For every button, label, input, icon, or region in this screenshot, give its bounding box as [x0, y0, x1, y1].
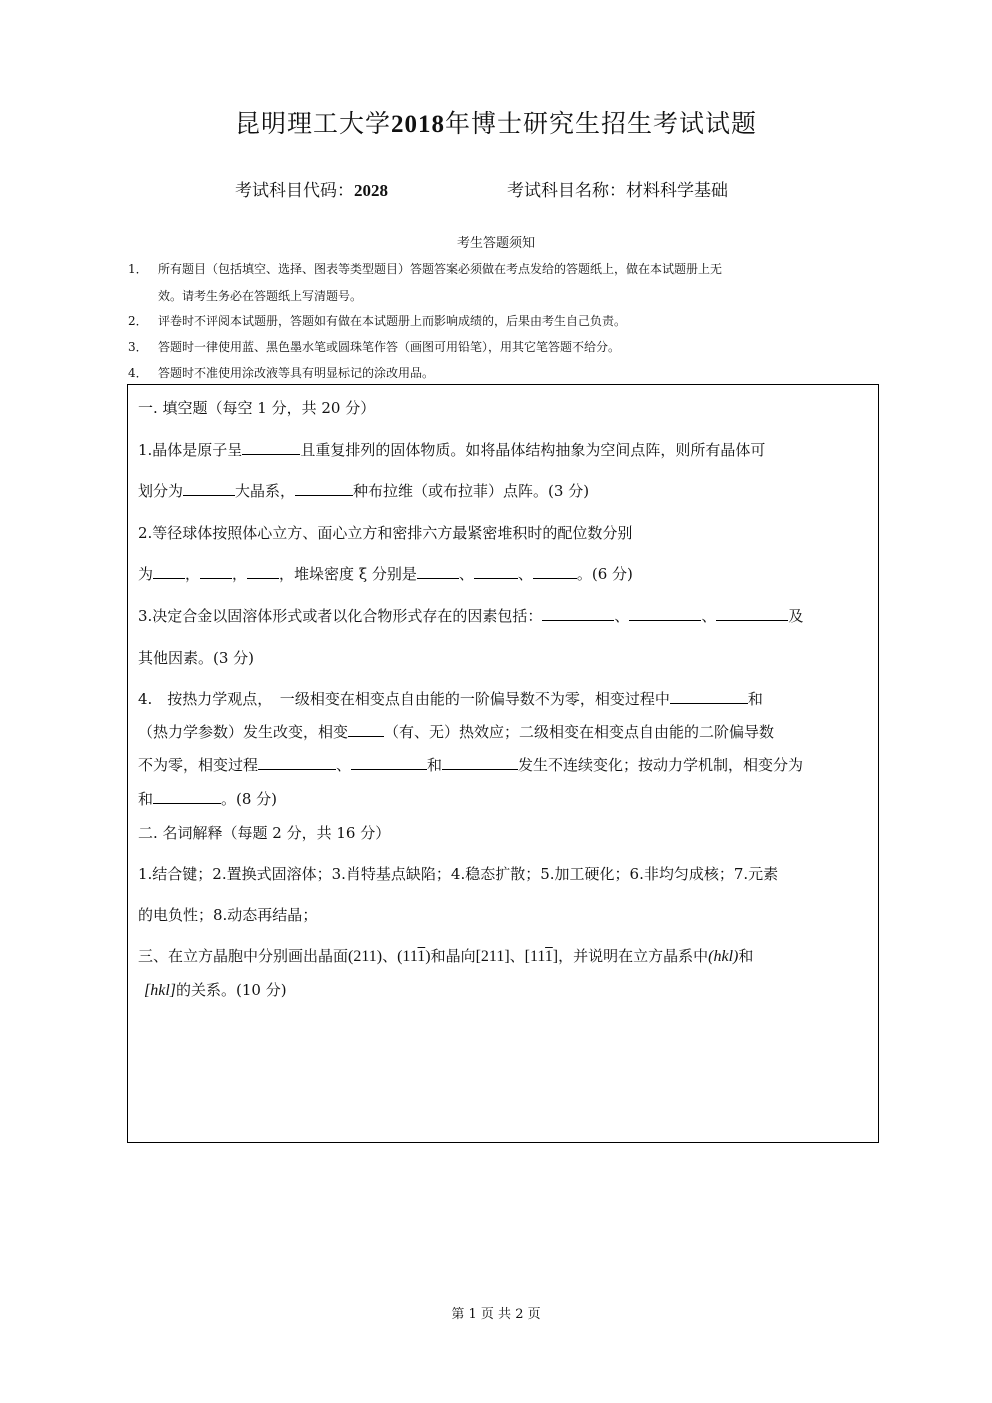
page-footer: 第 1 页 共 2 页 — [451, 1307, 541, 1322]
math-bar: 1 — [417, 948, 426, 965]
math-hkl-direction: [hkl] — [144, 982, 176, 999]
q-text: 。(6 分) — [576, 565, 633, 583]
section-1-heading: 一. 填空题（每空 1 分，共 20 分） — [138, 399, 376, 417]
q-text: 、 — [614, 607, 630, 625]
math-part: ] — [552, 948, 559, 965]
q-text: （有、无）热效应；二级相变在相变点自由能的二阶偏导数 — [384, 723, 775, 741]
q-text: ，并说明在立方晶系中 — [558, 947, 709, 965]
exam-title — [0, 104, 992, 140]
subject-name-label: 考试科目名称： — [507, 181, 626, 201]
section-2-terms-line-2: 的电负性；8.动态再结晶； — [138, 906, 318, 924]
notice-item-2 — [128, 308, 868, 334]
question-2-line-1: 2.等径球体按照体心立方、面心立方和密排六方最紧密堆积时的配位数分别 — [138, 524, 633, 542]
section-2-terms-line-1: 1.结合键；2.置换式固溶体；3.肖特基点缺陷；4.稳态扩散；5.加工硬化；6.非均匀成核；7.元素 — [138, 865, 779, 883]
q-text: 和晶向 — [430, 947, 476, 965]
math-plane — [397, 948, 430, 965]
section-3-line-1 — [138, 945, 868, 966]
q-text: 、 — [701, 607, 717, 625]
notice-item-4 — [128, 360, 868, 386]
question-3-line-2: 其他因素。(3 分) — [138, 649, 255, 667]
question-4-line-3 — [138, 754, 868, 775]
subject-code-value: 2028 — [354, 181, 388, 200]
math-part: (11 — [397, 948, 418, 965]
math-direction: [211] — [475, 948, 510, 965]
question-2-line-2 — [138, 563, 868, 584]
q-text: 、 — [517, 565, 533, 583]
answer-blank — [200, 564, 232, 579]
notice-item-1-cont: 效。请考生务必在答题纸上写清题号。 — [158, 289, 363, 303]
notice-num: 3． — [128, 340, 148, 354]
answer-blank — [153, 789, 221, 804]
notice-num: 4． — [128, 366, 148, 380]
q-text: 大晶系， — [235, 482, 296, 500]
subject-name — [507, 176, 728, 201]
q-text: 、 — [509, 947, 525, 965]
answer-blank — [442, 755, 518, 770]
answer-blank — [542, 606, 614, 621]
question-box — [127, 384, 879, 1143]
math-hkl-plane: (hkl) — [708, 948, 739, 965]
answer-blank — [670, 689, 748, 704]
q-text: 1.晶体是原子呈 — [138, 441, 243, 459]
q-text: ， — [185, 565, 201, 583]
notice-text: 评卷时不评阅本试题册，答题如有做在本试题册上而影响成绩的，后果由考生自己负责。 — [158, 314, 627, 328]
question-1-line-2 — [138, 480, 868, 501]
answer-blank — [183, 481, 235, 496]
notice-text: 答题时一律使用蓝、黑色墨水笔或圆珠笔作答（画图可用铅笔），用其它笔答题不给分。 — [158, 340, 621, 354]
math-bar: 1 — [545, 948, 553, 965]
q-text: 的关系。(10 分) — [176, 981, 287, 999]
q-text: 。(8 分) — [221, 790, 278, 808]
section-3-line-2 — [144, 979, 868, 1000]
answer-blank — [629, 606, 701, 621]
question-4-line-1 — [138, 688, 868, 709]
notice-item-1 — [128, 256, 868, 282]
math-part: ) — [425, 948, 431, 965]
answer-blank — [716, 606, 788, 621]
notice-num: 2． — [128, 314, 148, 328]
q-text: 和 — [427, 756, 443, 774]
q-text: 、 — [382, 947, 398, 965]
q-text: 及 — [788, 607, 804, 625]
question-4-line-4 — [138, 788, 868, 809]
notice-item-3 — [128, 334, 868, 360]
subject-code — [235, 176, 388, 201]
answer-blank — [247, 564, 279, 579]
q-text: 三、在立方晶胞中分别画出晶面 — [138, 947, 349, 965]
answer-blank — [533, 564, 577, 579]
title-exam: 年博士研究生招生考试试题 — [445, 109, 758, 138]
q-text: 4. 按热力学观点， 一级相变在相变点自由能的一阶偏导数不为零，相变过程中 — [138, 690, 670, 708]
notice-text: 答题时不准使用涂改液等具有明显标记的涂改用品。 — [158, 366, 435, 380]
notice-num: 1． — [128, 262, 148, 276]
q-text: 和 — [747, 690, 763, 708]
q-text: ，堆垛密度 ξ 分别是 — [279, 565, 417, 583]
question-1-line-1 — [138, 439, 868, 460]
q-text: 发生不连续变化；按动力学机制，相变分为 — [518, 756, 804, 774]
answer-blank — [348, 722, 384, 737]
answer-blank — [153, 564, 185, 579]
answer-blank — [417, 564, 459, 579]
notice-text: 所有题目（包括填空、选择、图表等类型题目）答题答案必须做在考点发给的答题纸上，做在本试题册上无 — [158, 262, 723, 276]
math-plane: (211) — [348, 948, 383, 965]
q-text: 且重复排列的固体物质。如将晶体结构抽象为空间点阵，则所有晶体可 — [300, 441, 766, 459]
math-part: [11 — [524, 948, 546, 965]
q-text: 和 — [738, 947, 754, 965]
title-university: 昆明理工大学 — [234, 109, 391, 138]
q-text: ， — [232, 565, 248, 583]
q-text: 和 — [138, 790, 154, 808]
math-direction — [525, 948, 558, 965]
notice-title: 考生答题须知 — [456, 236, 535, 251]
question-3-line-1 — [138, 605, 868, 626]
answer-blank — [258, 755, 336, 770]
answer-blank — [295, 481, 353, 496]
q-text: 、 — [336, 756, 352, 774]
question-4-line-2 — [138, 721, 868, 742]
q-text: 不为零，相变过程 — [138, 756, 259, 774]
q-text: 3.决定合金以固溶体形式或者以化合物形式存在的因素包括： — [138, 607, 543, 625]
subject-name-value: 材料科学基础 — [626, 181, 728, 201]
answer-blank — [351, 755, 427, 770]
q-text: 种布拉维（或布拉菲）点阵。(3 分) — [353, 482, 590, 500]
answer-blank — [474, 564, 518, 579]
subject-code-label: 考试科目代码： — [235, 181, 354, 201]
answer-blank — [242, 440, 300, 455]
q-text: （热力学参数）发生改变，相变 — [138, 723, 349, 741]
q-text: 、 — [458, 565, 474, 583]
section-2-heading: 二. 名词解释（每题 2 分，共 16 分） — [138, 824, 391, 842]
q-text: 划分为 — [138, 482, 184, 500]
title-year: 2018 — [391, 111, 445, 138]
q-text: 为 — [138, 565, 154, 583]
